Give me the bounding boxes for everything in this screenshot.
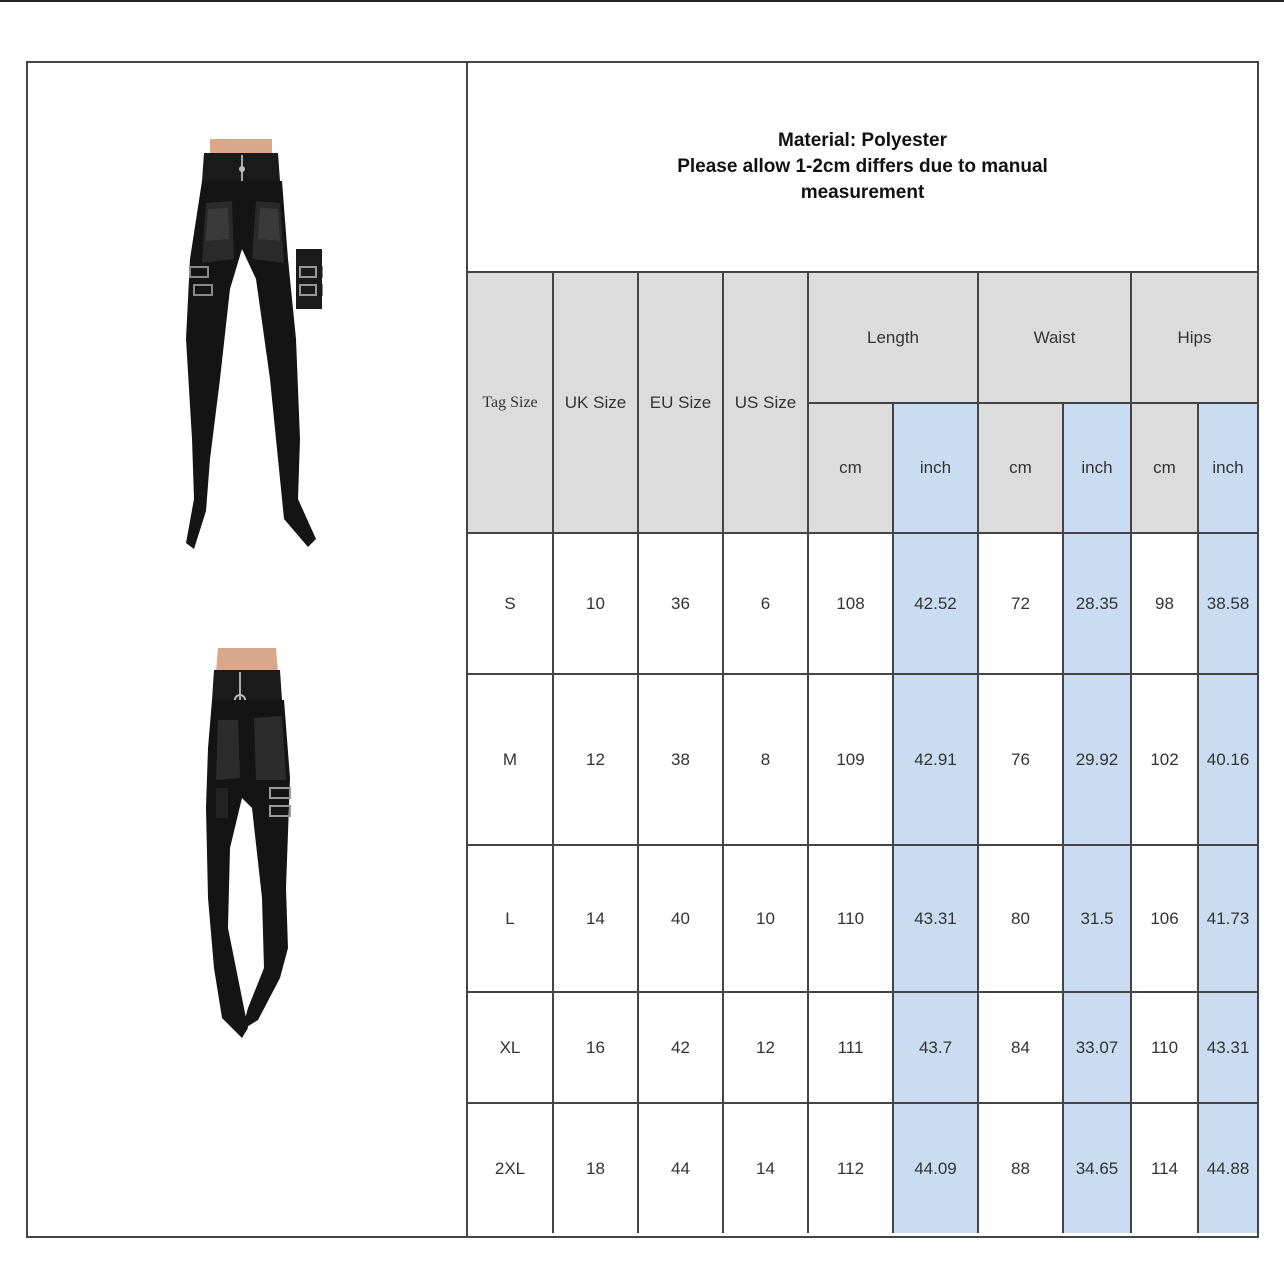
measurement-note-text: Please allow 1-2cm differs due to manual measurement: [677, 156, 1048, 203]
cell-hips-inch: 40.16: [1198, 674, 1257, 845]
header-length: Length: [808, 273, 978, 403]
cell-eu: 40: [638, 845, 723, 992]
cell-tag: 2XL: [468, 1103, 553, 1233]
table-row: [468, 674, 1257, 845]
cell-waist-cm: 84: [978, 992, 1063, 1103]
cell-uk: 16: [553, 992, 638, 1103]
cell-length-inch: 44.09: [893, 1103, 978, 1233]
cell-hips-cm: 110: [1131, 992, 1198, 1103]
cell-waist-inch: 33.07: [1063, 992, 1131, 1103]
product-image-front: [148, 139, 368, 559]
product-image-side: [158, 648, 378, 1048]
table-row: [468, 533, 1257, 674]
header-us-size: US Size: [723, 273, 808, 533]
material-note: [468, 63, 1257, 273]
cell-us: 12: [723, 992, 808, 1103]
cell-waist-cm: 88: [978, 1103, 1063, 1233]
header-hips-cm: cm: [1131, 403, 1198, 533]
cell-length-inch: 43.7: [893, 992, 978, 1103]
header-waist-cm: cm: [978, 403, 1063, 533]
cell-length-inch: 42.91: [893, 674, 978, 845]
cell-hips-inch: 43.31: [1198, 992, 1257, 1103]
header-hips-inch: inch: [1198, 403, 1257, 533]
cell-tag: S: [468, 533, 553, 674]
size-chart-frame: [26, 61, 1259, 1238]
cell-uk: 12: [553, 674, 638, 845]
cell-tag: L: [468, 845, 553, 992]
cell-tag: XL: [468, 992, 553, 1103]
cell-eu: 36: [638, 533, 723, 674]
cell-waist-cm: 72: [978, 533, 1063, 674]
cell-length-cm: 108: [808, 533, 893, 674]
cell-uk: 18: [553, 1103, 638, 1233]
cell-us: 10: [723, 845, 808, 992]
cell-hips-inch: 44.88: [1198, 1103, 1257, 1233]
cell-eu: 42: [638, 992, 723, 1103]
header-uk-size: UK Size: [553, 273, 638, 533]
header-tag-size: Tag Size: [468, 273, 553, 533]
header-waist-inch: inch: [1063, 403, 1131, 533]
size-chart-table: [468, 273, 1257, 1233]
cell-hips-inch: 38.58: [1198, 533, 1257, 674]
table-row: [468, 992, 1257, 1103]
cell-uk: 14: [553, 845, 638, 992]
cell-waist-inch: 29.92: [1063, 674, 1131, 845]
cell-waist-inch: 31.5: [1063, 845, 1131, 992]
cell-length-cm: 112: [808, 1103, 893, 1233]
table-row: [468, 1103, 1257, 1233]
cell-eu: 38: [638, 674, 723, 845]
cell-hips-cm: 102: [1131, 674, 1198, 845]
table-header-row-1: [468, 273, 1257, 403]
header-length-cm: cm: [808, 403, 893, 533]
size-info-panel: [468, 63, 1257, 1236]
cell-length-cm: 110: [808, 845, 893, 992]
cell-waist-cm: 76: [978, 674, 1063, 845]
cell-length-inch: 43.31: [893, 845, 978, 992]
cell-eu: 44: [638, 1103, 723, 1233]
cell-waist-inch: 28.35: [1063, 533, 1131, 674]
cell-us: 8: [723, 674, 808, 845]
header-eu-size: EU Size: [638, 273, 723, 533]
cell-us: 14: [723, 1103, 808, 1233]
cell-us: 6: [723, 533, 808, 674]
cell-length-cm: 111: [808, 992, 893, 1103]
top-divider: [0, 0, 1284, 2]
cell-hips-cm: 98: [1131, 533, 1198, 674]
cell-hips-cm: 106: [1131, 845, 1198, 992]
header-length-inch: inch: [893, 403, 978, 533]
cell-hips-cm: 114: [1131, 1103, 1198, 1233]
cell-waist-cm: 80: [978, 845, 1063, 992]
cell-uk: 10: [553, 533, 638, 674]
cell-length-cm: 109: [808, 674, 893, 845]
cell-tag: M: [468, 674, 553, 845]
table-row: [468, 845, 1257, 992]
cell-hips-inch: 41.73: [1198, 845, 1257, 992]
product-images-panel: [28, 63, 468, 1236]
header-hips: Hips: [1131, 273, 1257, 403]
header-waist: Waist: [978, 273, 1131, 403]
cell-waist-inch: 34.65: [1063, 1103, 1131, 1233]
material-text: Material: Polyester: [778, 130, 947, 151]
cell-length-inch: 42.52: [893, 533, 978, 674]
